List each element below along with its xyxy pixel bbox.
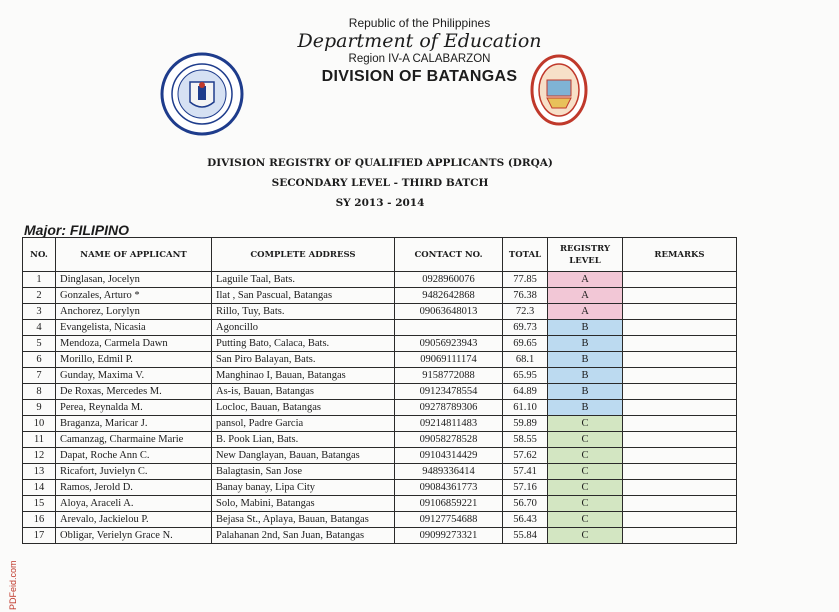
cell-remarks [623,288,737,304]
cell-total: 56.70 [503,496,548,512]
cell-contact: 0928960076 [395,272,503,288]
cell-remarks [623,512,737,528]
cell-no: 1 [23,272,56,288]
major-label: Major: FILIPINO [24,222,129,238]
col-name-header: NAME OF APPLICANT [56,238,212,272]
cell-total: 69.73 [503,320,548,336]
cell-registry-level: C [548,432,623,448]
cell-name: Obligar, Verielyn Grace N. [56,528,212,544]
cell-contact: 09084361773 [395,480,503,496]
cell-registry-level: C [548,512,623,528]
republic-heading: Republic of the Philippines [348,16,491,30]
registry-title: DIVISION REGISTRY OF QUALIFIED APPLICANTS (DRQA) [207,157,553,169]
cell-contact: 09069111174 [395,352,503,368]
cell-registry-level: B [548,368,623,384]
table-row [23,384,737,400]
cell-contact: 09214811483 [395,416,503,432]
cell-registry-level: B [548,384,623,400]
cell-remarks [623,368,737,384]
cell-no: 15 [23,496,56,512]
cell-registry-level: C [548,448,623,464]
cell-total: 77.85 [503,272,548,288]
cell-contact: 09104314429 [395,448,503,464]
cell-address: Laguile Taal, Bats. [212,272,395,288]
cell-remarks [623,400,737,416]
cell-address: Manghinao I, Bauan, Batangas [212,368,395,384]
cell-no: 8 [23,384,56,400]
department-heading: Department of Education [297,30,542,52]
cell-name: Arevalo, Jackielou P. [56,512,212,528]
watermark-text: PDFeid.com [8,560,18,610]
region-heading: Region IV-A CALABARZON [348,53,491,65]
cell-contact: 09063648013 [395,304,503,320]
cell-total: 57.16 [503,480,548,496]
cell-name: Morillo, Edmil P. [56,352,212,368]
cell-no: 14 [23,480,56,496]
cell-total: 57.62 [503,448,548,464]
cell-total: 59.89 [503,416,548,432]
cell-address: Bejasa St., Aplaya, Bauan, Batangas [212,512,395,528]
cell-remarks [623,272,737,288]
cell-remarks [623,448,737,464]
cell-remarks [623,416,737,432]
cell-remarks [623,496,737,512]
cell-address: New Danglayan, Bauan, Batangas [212,448,395,464]
level-batch-title: SECONDARY LEVEL - THIRD BATCH [271,177,489,189]
table-row [23,464,737,480]
cell-no: 7 [23,368,56,384]
document-titles [0,153,760,213]
cell-address: B. Pook Lian, Bats. [212,432,395,448]
cell-contact: 09123478554 [395,384,503,400]
table-row [23,304,737,320]
col-remarks-header: REMARKS [623,238,737,272]
cell-address: Locloc, Bauan, Batangas [212,400,395,416]
cell-name: Braganza, Maricar J. [56,416,212,432]
table-row [23,496,737,512]
cell-name: Gonzales, Arturo * [56,288,212,304]
cell-name: Camanzag, Charmaine Marie [56,432,212,448]
table-row [23,480,737,496]
cell-name: Dapat, Roche Ann C. [56,448,212,464]
cell-contact: 09278789306 [395,400,503,416]
cell-name: Ricafort, Juvielyn C. [56,464,212,480]
cell-remarks [623,352,737,368]
cell-total: 69.65 [503,336,548,352]
cell-registry-level: A [548,288,623,304]
cell-registry-level: C [548,528,623,544]
cell-name: Mendoza, Carmela Dawn [56,336,212,352]
table-row [23,352,737,368]
table-row [23,512,737,528]
cell-no: 3 [23,304,56,320]
cell-address: Putting Bato, Calaca, Bats. [212,336,395,352]
cell-address: Rillo, Tuy, Bats. [212,304,395,320]
cell-name: Aloya, Araceli A. [56,496,212,512]
cell-no: 13 [23,464,56,480]
cell-total: 57.41 [503,464,548,480]
cell-address: Agoncillo [212,320,395,336]
division-heading: DIVISION OF BATANGAS [321,68,518,85]
cell-remarks [623,432,737,448]
cell-contact: 09127754688 [395,512,503,528]
cell-remarks [623,336,737,352]
cell-remarks [623,304,737,320]
cell-total: 68.1 [503,352,548,368]
cell-no: 4 [23,320,56,336]
table-row [23,336,737,352]
cell-no: 12 [23,448,56,464]
cell-contact: 09099273321 [395,528,503,544]
cell-registry-level: C [548,416,623,432]
cell-registry-level: B [548,336,623,352]
col-total-header: TOTAL [503,238,548,272]
cell-address: Banay banay, Lipa City [212,480,395,496]
cell-name: Anchorez, Lorylyn [56,304,212,320]
cell-name: Perea, Reynalda M. [56,400,212,416]
cell-no: 16 [23,512,56,528]
cell-contact: 09058278528 [395,432,503,448]
cell-address: Ilat , San Pascual, Batangas [212,288,395,304]
cell-total: 72.3 [503,304,548,320]
cell-remarks [623,384,737,400]
cell-address: Palahanan 2nd, San Juan, Batangas [212,528,395,544]
cell-registry-level: A [548,272,623,288]
applicant-table [22,237,737,544]
cell-registry-level: B [548,320,623,336]
table-row [23,528,737,544]
cell-no: 17 [23,528,56,544]
cell-total: 55.84 [503,528,548,544]
cell-contact: 9158772088 [395,368,503,384]
cell-total: 65.95 [503,368,548,384]
cell-contact: 09056923943 [395,336,503,352]
cell-total: 58.55 [503,432,548,448]
cell-no: 2 [23,288,56,304]
cell-address: San Piro Balayan, Bats. [212,352,395,368]
table-row [23,272,737,288]
cell-no: 10 [23,416,56,432]
cell-registry-level: C [548,480,623,496]
table-row [23,320,737,336]
cell-remarks [623,320,737,336]
cell-address: pansol, Padre Garcia [212,416,395,432]
col-contact-header: CONTACT NO. [395,238,503,272]
cell-name: Ramos, Jerold D. [56,480,212,496]
col-level-header: REGISTRY LEVEL [548,238,623,272]
cell-no: 5 [23,336,56,352]
cell-address: As-is, Bauan, Batangas [212,384,395,400]
cell-remarks [623,528,737,544]
cell-total: 61.10 [503,400,548,416]
col-no-header: NO. [23,238,56,272]
table-row [23,416,737,432]
cell-no: 6 [23,352,56,368]
cell-name: Gunday, Maxima V. [56,368,212,384]
cell-registry-level: B [548,400,623,416]
cell-registry-level: B [548,352,623,368]
table-row [23,368,737,384]
cell-address: Solo, Mabini, Batangas [212,496,395,512]
cell-no: 11 [23,432,56,448]
table-row [23,288,737,304]
cell-name: Evangelista, Nicasia [56,320,212,336]
cell-address: Balagtasin, San Jose [212,464,395,480]
cell-remarks [623,480,737,496]
cell-registry-level: C [548,464,623,480]
cell-no: 9 [23,400,56,416]
table-row [23,400,737,416]
school-year-title: SY 2013 - 2014 [335,197,425,209]
cell-remarks [623,464,737,480]
cell-total: 56.43 [503,512,548,528]
col-address-header: COMPLETE ADDRESS [212,238,395,272]
watermark [8,552,20,612]
table-row [23,448,737,464]
cell-total: 76.38 [503,288,548,304]
cell-name: De Roxas, Mercedes M. [56,384,212,400]
cell-contact: 9489336414 [395,464,503,480]
table-header-row [23,238,737,272]
cell-registry-level: C [548,496,623,512]
table-row [23,432,737,448]
cell-contact: 9482642868 [395,288,503,304]
cell-name: Dinglasan, Jocelyn [56,272,212,288]
cell-total: 64.89 [503,384,548,400]
cell-contact [395,320,503,336]
cell-contact: 09106859221 [395,496,503,512]
cell-registry-level: A [548,304,623,320]
